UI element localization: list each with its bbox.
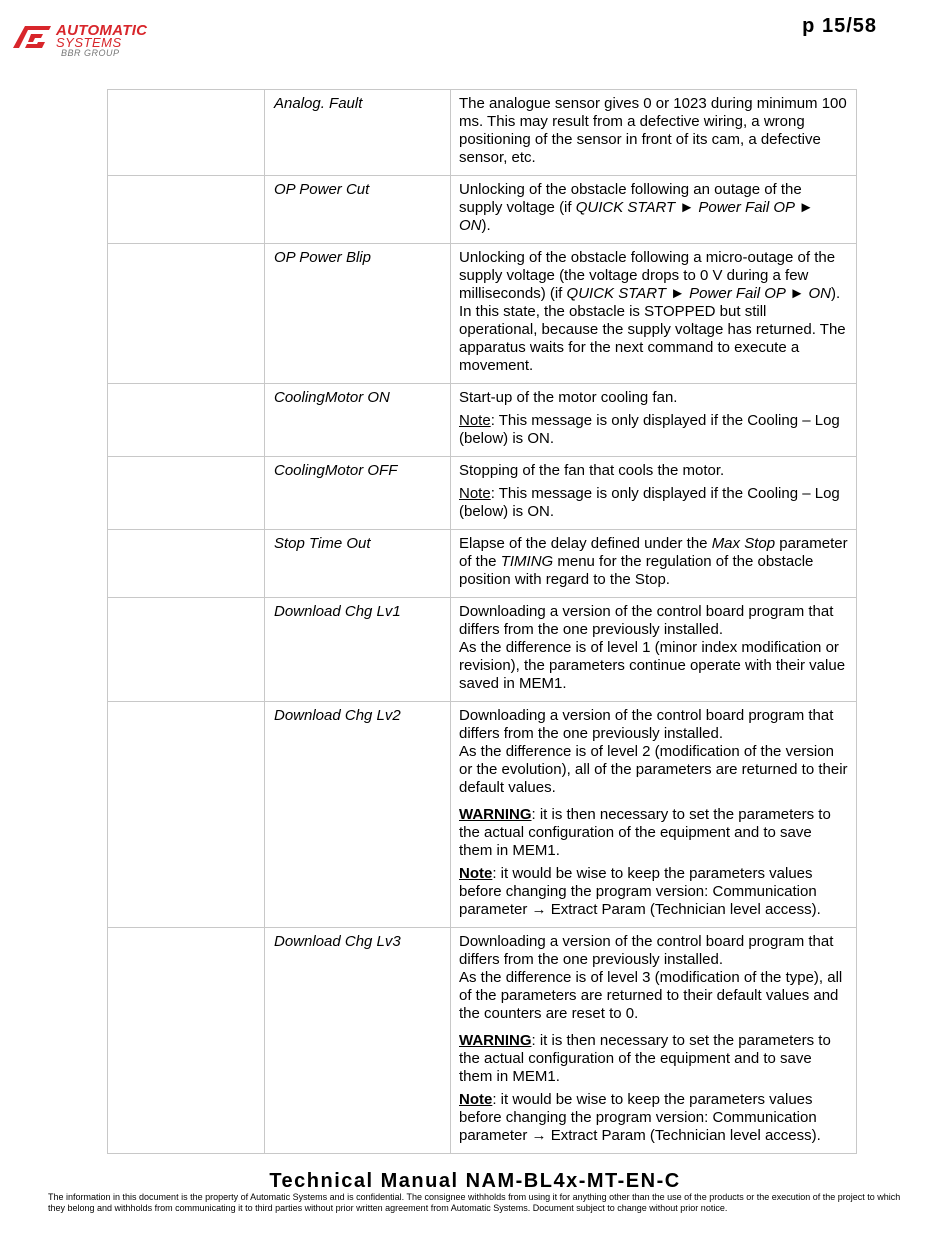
description-text: Downloading a version of the control board program that differs from the one previously installed.	[459, 933, 834, 968]
description-text: In this state, the obstacle is STOPPED but still operational, because the supply voltage has returned. The apparatus waits for the next command to execute a movement.	[459, 303, 846, 374]
blank-cell	[108, 244, 265, 384]
description-text: The analogue sensor gives 0 or 1023 during minimum 100 ms. This may result from a defective wiring, a wrong positioning of the sensor in front of its cam, a defective sensor, etc.	[459, 95, 847, 166]
description-text: As the difference is of level 1 (minor index modification or revision), the parameters continue operate with their value saved in MEM1.	[459, 639, 846, 692]
description-text: Elapse of the delay defined under the Max Stop parameter of the TIMING menu for the regulation of the obstacle position with regard to the Stop.	[459, 535, 848, 588]
blank-cell	[108, 176, 265, 244]
menu-path: QUICK START ► Power Fail OP ► ON	[566, 285, 831, 302]
description-text: Unlocking of the obstacle following a micro-outage of the supply voltage (the voltage drops to 0 V during a few milliseconds) (if QUICK START ► Power Fail OP ► ON).	[459, 249, 841, 302]
table-row	[108, 702, 857, 928]
table-row	[108, 928, 857, 1154]
table-row	[108, 90, 857, 176]
term-cell: Download Chg Lv3	[265, 928, 451, 1154]
note-text: Note: it would be wise to keep the parameters values before changing the program version: Communication parameter → Extract Param (Technician level access).	[459, 865, 821, 918]
term-cell: Download Chg Lv2	[265, 702, 451, 928]
warning-text: WARNING: it is then necessary to set the parameters to the actual configuration of the equipment and to save them in MEM1.	[459, 1032, 831, 1085]
note-text: Note: it would be wise to keep the parameters values before changing the program version: Communication parameter → Extract Param (Technician level access).	[459, 1091, 821, 1144]
logo-subtext: SYSTEMS	[56, 35, 122, 50]
description-cell	[451, 702, 857, 928]
description-text: As the difference is of level 2 (modification of the version or the evolution), all of the parameters are returned to their default values.	[459, 743, 848, 796]
menu-path: QUICK START ► Power Fail OP ► ON	[459, 199, 814, 234]
blank-cell	[108, 457, 265, 530]
logo-text: AUTOMATIC	[56, 22, 148, 39]
confidentiality-notice: The information in this document is the property of Automatic Systems and is confidential. The consignee withholds from using it for anything other than the use of the products or the execution of the project to which they belong and withholds from communicating it to third parties without prior written agreement from Automatic Systems. Document subject to change without prior notice.	[48, 1192, 901, 1213]
blank-cell	[108, 90, 265, 176]
parameter-name: Max Stop	[711, 535, 776, 552]
page-number: p 15/58	[802, 15, 877, 37]
description-cell	[451, 244, 857, 384]
description-cell	[451, 928, 857, 1154]
blank-cell	[108, 530, 265, 598]
term-cell: Download Chg Lv1	[265, 598, 451, 702]
blank-cell	[108, 928, 265, 1154]
description-text: Start-up of the motor cooling fan.	[459, 389, 678, 406]
term-cell: CoolingMotor OFF	[265, 457, 451, 530]
table-row	[108, 530, 857, 598]
term-cell: Stop Time Out	[265, 530, 451, 598]
term-cell: OP Power Cut	[265, 176, 451, 244]
blank-cell	[108, 384, 265, 457]
menu-name: TIMING	[500, 553, 554, 570]
blank-cell	[108, 598, 265, 702]
description-text: Downloading a version of the control board program that differs from the one previously installed.	[459, 707, 834, 742]
description-cell	[451, 384, 857, 457]
blank-cell	[108, 702, 265, 928]
term-cell: OP Power Blip	[265, 244, 451, 384]
term-cell: Analog. Fault	[265, 90, 451, 176]
warning-text: WARNING: it is then necessary to set the parameters to the actual configuration of the equipment and to save them in MEM1.	[459, 806, 831, 859]
description-cell	[451, 176, 857, 244]
note-text: Note: This message is only displayed if the Cooling – Log (below) is ON.	[459, 412, 840, 447]
description-text: Unlocking of the obstacle following an outage of the supply voltage (if QUICK START ► Power Fail OP ► ON).	[459, 181, 814, 234]
table-row	[108, 384, 857, 457]
company-logo	[11, 22, 181, 62]
description-text: As the difference is of level 3 (modification of the type), all of the parameters are returned to their default values and the counters are reset to 0.	[459, 969, 843, 1022]
note-label: Note	[459, 485, 491, 502]
table-row	[108, 244, 857, 384]
warning-label: WARNING	[459, 806, 532, 823]
logo-mark-icon	[11, 22, 57, 52]
description-cell	[451, 457, 857, 530]
table-row	[108, 598, 857, 702]
description-text: Stopping of the fan that cools the motor.	[459, 462, 725, 479]
note-text: Note: This message is only displayed if the Cooling – Log (below) is ON.	[459, 485, 840, 520]
note-label: Note	[459, 412, 491, 429]
description-cell	[451, 530, 857, 598]
note-label: Note	[459, 1091, 493, 1108]
table-row	[108, 176, 857, 244]
note-label: Note	[459, 865, 493, 882]
table-row	[108, 457, 857, 530]
description-text: Downloading a version of the control board program that differs from the one previously installed.	[459, 603, 834, 638]
term-cell: CoolingMotor ON	[265, 384, 451, 457]
warning-label: WARNING	[459, 1032, 532, 1049]
logo-group: BBR GROUP	[61, 48, 120, 58]
document-title: Technical Manual NAM-BL4x-MT-EN-C	[269, 1170, 681, 1192]
message-table	[107, 89, 857, 1154]
description-cell	[451, 90, 857, 176]
description-cell	[451, 598, 857, 702]
